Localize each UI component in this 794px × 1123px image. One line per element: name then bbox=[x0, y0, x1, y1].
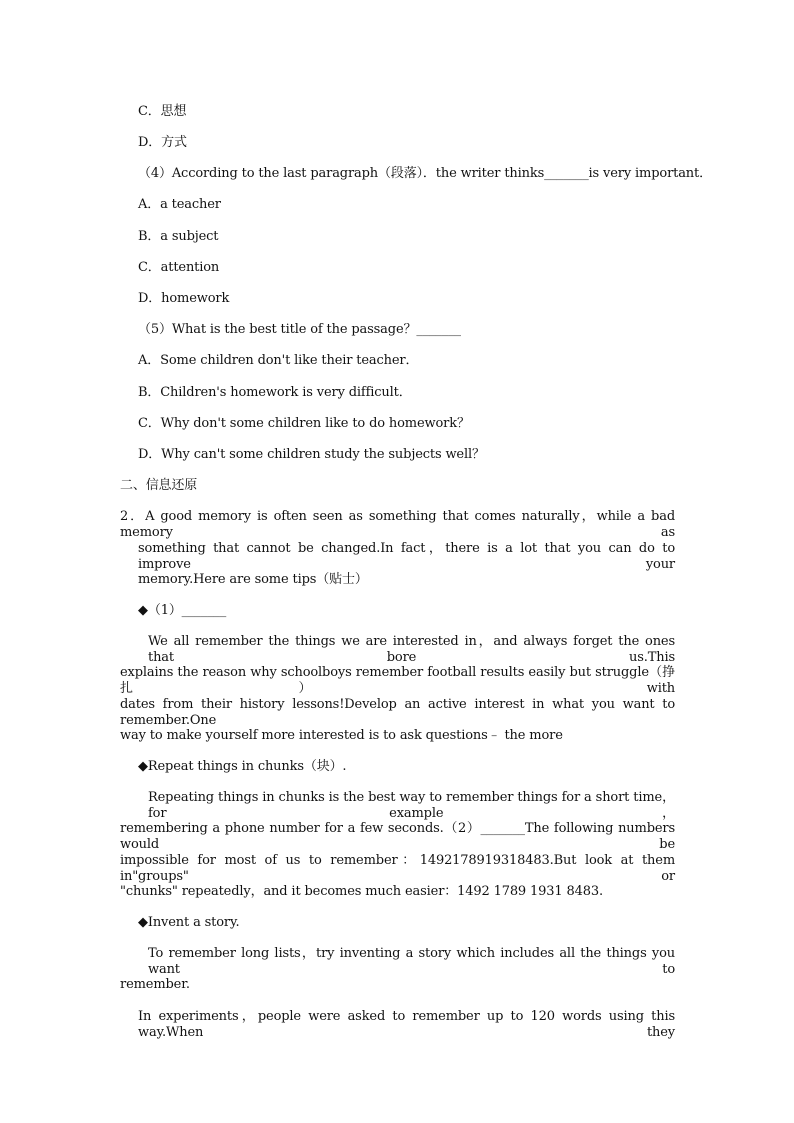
q5-option-d: D．Why can't some children study the subjects well？ bbox=[138, 447, 485, 462]
q4-option-b: B．a subject bbox=[138, 229, 219, 244]
paragraph-1-line-1: We all remember the things we are interested in，and always forget the ones that bore us.This bbox=[148, 634, 675, 665]
paragraph-1-line-2: explains the reason why schoolboys remember football results easily but struggle（挣扎） with bbox=[120, 665, 675, 696]
intro-line-2: something that cannot be changed.In fact，there is a lot that you can do to improve your bbox=[138, 541, 675, 572]
q4-option-d: D．homework bbox=[138, 291, 230, 306]
q5-option-c: C．Why don't some children like to do homework？ bbox=[138, 416, 470, 431]
paragraph-2-line-2: remembering a phone number for a few seconds.（2）_______The following numbers would be bbox=[120, 821, 675, 852]
option-d-line: D．方式 bbox=[138, 135, 187, 150]
blank-1-heading: ◆（1）_______ bbox=[138, 603, 227, 618]
option-c-line: C．思想 bbox=[138, 104, 187, 119]
question-5-stem: （5）What is the best title of the passage？_______ bbox=[138, 322, 461, 337]
q4-option-c: C．attention bbox=[138, 260, 220, 275]
paragraph-3-line-2: remember. bbox=[120, 977, 190, 992]
paragraph-2-line-3: impossible for most of us to remember：1492178919318483.But look at them in"groups" or bbox=[120, 853, 675, 884]
question-4-stem: （4）According to the last paragraph（段落）．the writer thinks_______is very important． bbox=[138, 166, 712, 181]
paragraph-2-line-1: Repeating things in chunks is the best way to remember things for a short time，for example， bbox=[148, 790, 675, 821]
tip-3-heading: ◆Invent a story. bbox=[138, 915, 240, 930]
q5-option-b: B．Children's homework is very difficult． bbox=[138, 385, 412, 400]
q5-option-a: A．Some children don't like their teacher． bbox=[138, 353, 419, 368]
tip-2-heading: ◆Repeat things in chunks（块）. bbox=[138, 759, 347, 774]
paragraph-4-line-1: In experiments，people were asked to remember up to 120 words using this way.When they bbox=[138, 1009, 675, 1040]
intro-line-3: memory.Here are some tips（贴士） bbox=[138, 572, 368, 587]
paragraph-1-line-3: dates from their history lessons!Develop an active interest in what you want to remember.One bbox=[120, 697, 675, 728]
paragraph-3-line-1: To remember long lists，try inventing a story which includes all the things you want to bbox=[148, 946, 675, 977]
intro-line-1: 2．A good memory is often seen as something that comes naturally，while a bad memory as bbox=[120, 509, 675, 540]
paragraph-1-line-4: way to make yourself more interested is to ask questions﹣ the more bbox=[120, 728, 563, 743]
section-heading: 二、信息还原 bbox=[120, 478, 198, 493]
q4-option-a: A．a teacher bbox=[138, 197, 221, 212]
paragraph-2-line-4: "chunks" repeatedly，and it becomes much easier：1492 1789 1931 8483. bbox=[120, 884, 603, 899]
